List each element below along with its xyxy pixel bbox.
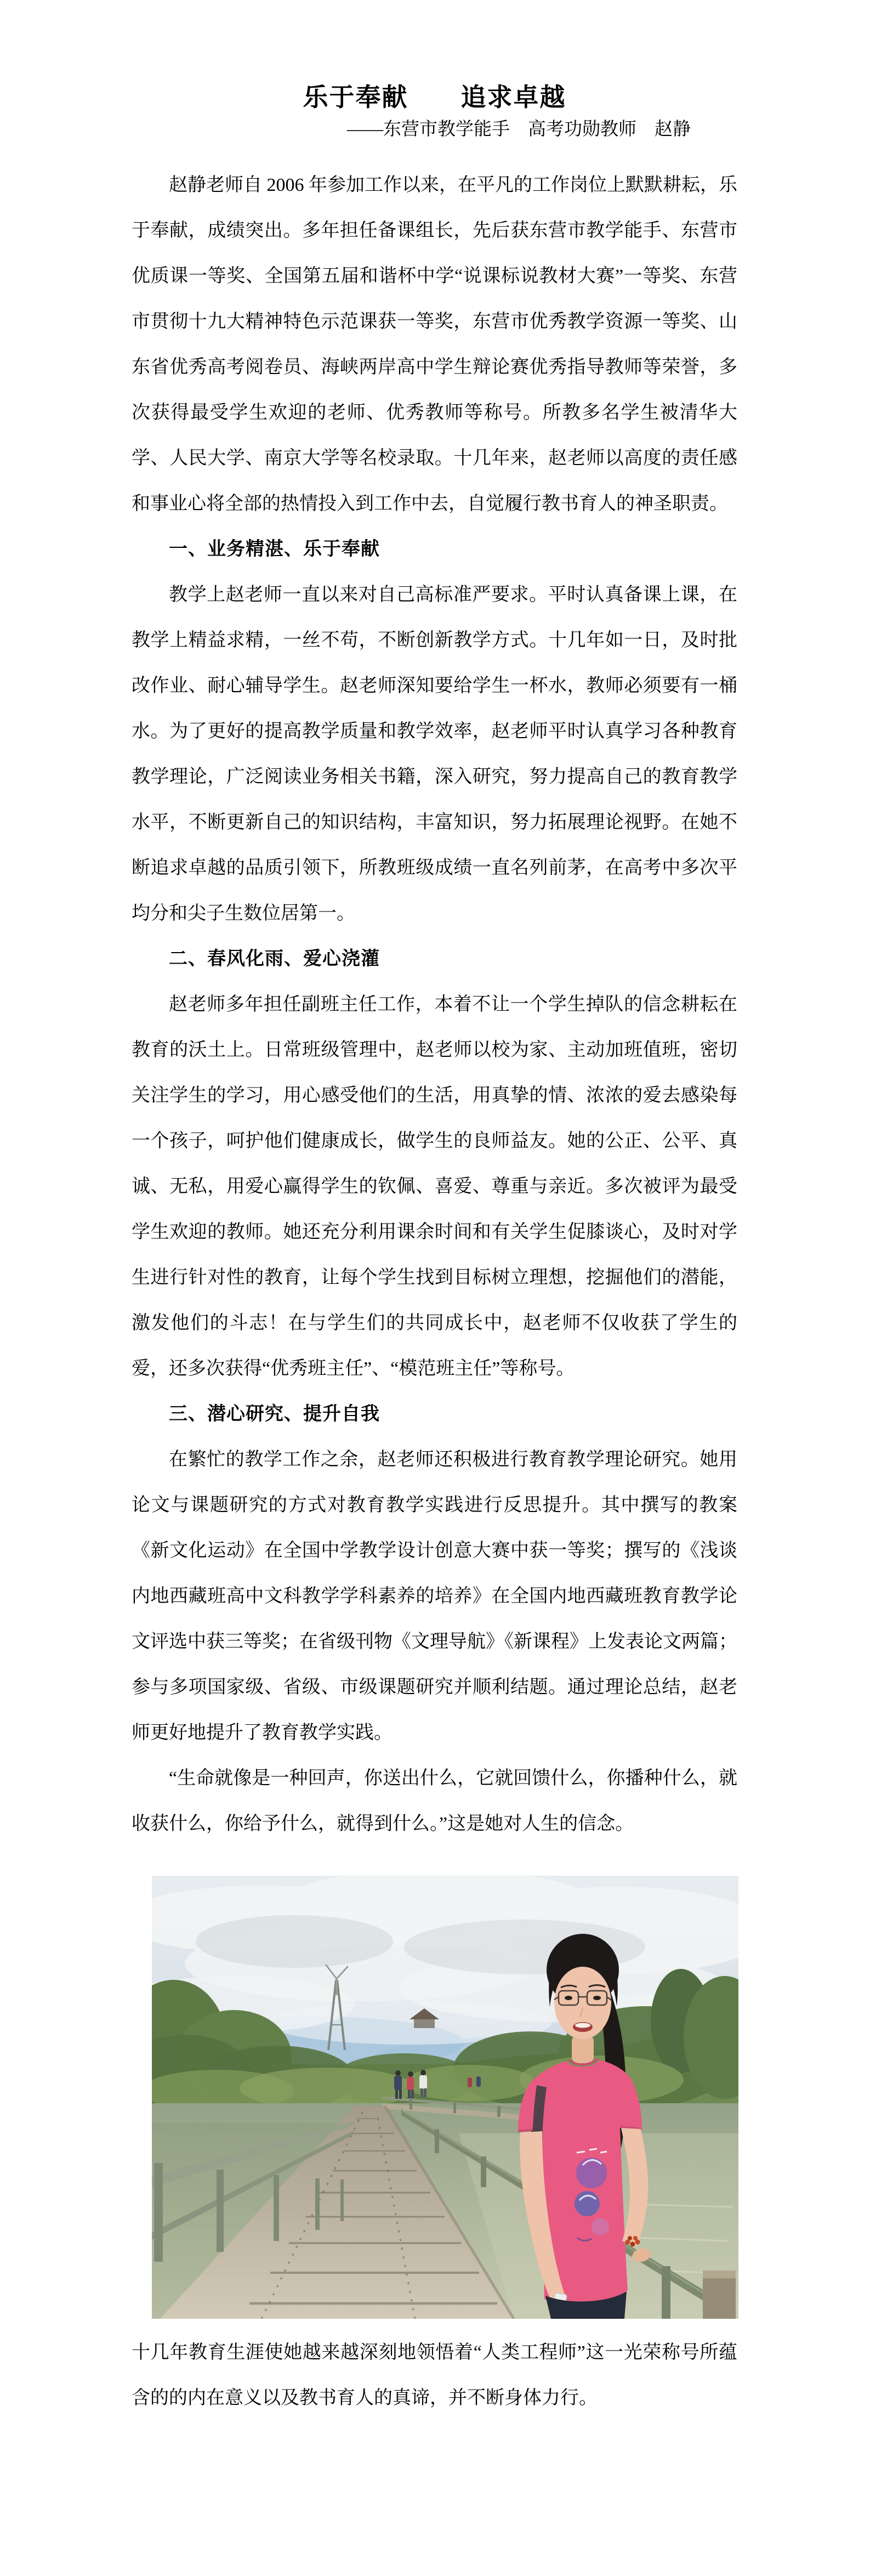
section-heading-2: 二、春风化雨、爱心浇灌: [169, 948, 380, 970]
paragraph-intro: 赵静老师自 2006 年参加工作以来，在平凡的工作岗位上默默耕耘，乐于奉献，成绩突出。多年担任备课组长，先后获东营市教学能手、东营市优质课一等奖、全国第五届和谐杯中学“说课标说教材大赛”一等奖、东营市贯彻十九大精神特色示范课获一等奖，东营市优秀教学资源一等奖、山东省优秀高考阅卷员、海峡两岸高中学生辩论赛优秀指导教师等荣誉，多次获得最受学生欢迎的老师、优秀教师等称号。所教多名学生被清华大学、人民大学、南京大学等名校录取。十几年来，赵老师以高度的责任感和事业心将全部的热情投入到工作中去，自觉履行教书育人的神圣职责。: [132, 175, 737, 514]
paragraph-quote: “生命就像是一种回声，你送出什么，它就回馈什么，你播种什么，就收获什么，你给予什么，就得到什么。”这是她对人生的信念。: [132, 1768, 737, 1834]
photo-caption: 十几年教育生涯使她越来越深刻地领悟着“人类工程师”这一光荣称号所蕴含的的内在意义以及教书育人的真谛，并不断身体力行。: [132, 2342, 737, 2408]
teacher-smile: [573, 2022, 593, 2032]
page-title: 乐于奉献 追求卓越: [303, 82, 566, 112]
paragraph-section-1: 教学上赵老师一直以来对自己高标准严要求。平时认真备课上课，在教学上精益求精，一丝不苟，不断创新教学方式。十几年如一日，及时批改作业、耐心辅导学生。赵老师深知要给学生一杯水，教师必须要有一桶水。为了更好的提高教学质量和教学效率，赵老师平时认真学习各种教育教学理论，广泛阅读业务相关书籍，深入研究，努力提高自己的教育教学水平，不断更新自己的知识结构，丰富知识，努力拓展理论视野。在她不断追求卓越的品质引领下，所教班级成绩一直名列前茅，在高考中多次平均分和尖子生数位居第一。: [132, 585, 737, 924]
paragraph-section-3: 在繁忙的教学工作之余，赵老师还积极进行教育教学理论研究。她用论文与课题研究的方式对教育教学实践进行反思提升。其中撰写的教案《新文化运动》在全国中学教学设计创意大赛中获一等奖；撰写的《浅谈内地西藏班高中文科教学学科素养的培养》在全国内地西藏班教育教学论文评选中获三等奖；在省级刊物《文理导航》《新课程》上发表论文两篇；参与多项国家级、省级、市级课题研究并顺利结题。通过理论总结，赵老师更好地提升了教育教学实践。: [132, 1450, 737, 1743]
paragraph-section-2: 赵老师多年担任副班主任工作，本着不让一个学生掉队的信念耕耘在教育的沃土上。日常班级管理中，赵老师以校为家、主动加班值班，密切关注学生的学习，用心感受他们的生活，用真挚的情、浓浓的爱去感染每一个孩子，呵护他们健康成长，做学生的良师益友。她的公正、公平、真诚、无私，用爱心赢得学生的钦佩、喜爱、尊重与亲近。多次被评为最受学生欢迎的教师。她还充分利用课余时间和有关学生促膝谈心，及时对学生进行针对性的教育，让每个学生找到目标树立理想，挖掘他们的潜能，激发他们的斗志！在与学生们的共同成长中，赵老师不仅收获了学生的爱，还多次获得“优秀班主任”、“模范班主任”等称号。: [132, 994, 737, 1379]
boardwalk-photo-illustration: [152, 1876, 738, 2319]
photo: [152, 1876, 738, 2319]
section-heading-1: 一、业务精湛、乐于奉献: [169, 538, 380, 560]
section-heading-3: 三、潜心研究、提升自我: [169, 1403, 380, 1425]
document-content: [132, 81, 737, 2421]
byline: ——东营市教学能手 高考功勋教师 赵静: [347, 120, 691, 139]
